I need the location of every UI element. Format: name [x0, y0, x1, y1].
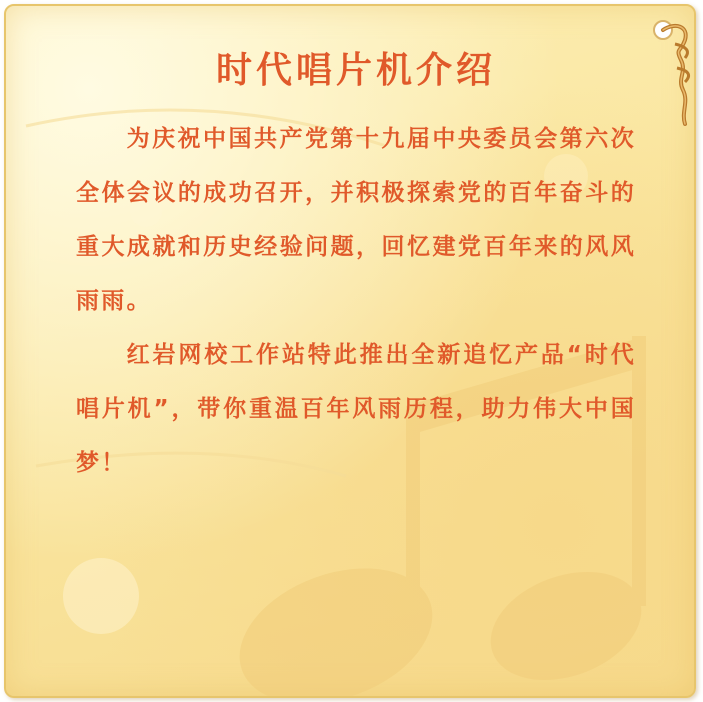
- rope-hook-icon: [645, 8, 701, 128]
- paragraph-2: 红岩网校工作站特此推出全新追忆产品“时代唱片机”，带你重温百年风雨历程，助力伟大中国梦！: [76, 342, 636, 476]
- page-title: 时代唱片机介绍: [215, 50, 496, 91]
- content-area: [76, 46, 636, 490]
- intro-card: [4, 4, 696, 698]
- paragraph-1: 为庆祝中国共产党第十九届中央委员会第六次全体会议的成功召开，并积极探索党的百年奋斗的重大成就和历史经验问题，回忆建党百年来的风风雨雨。: [76, 126, 636, 314]
